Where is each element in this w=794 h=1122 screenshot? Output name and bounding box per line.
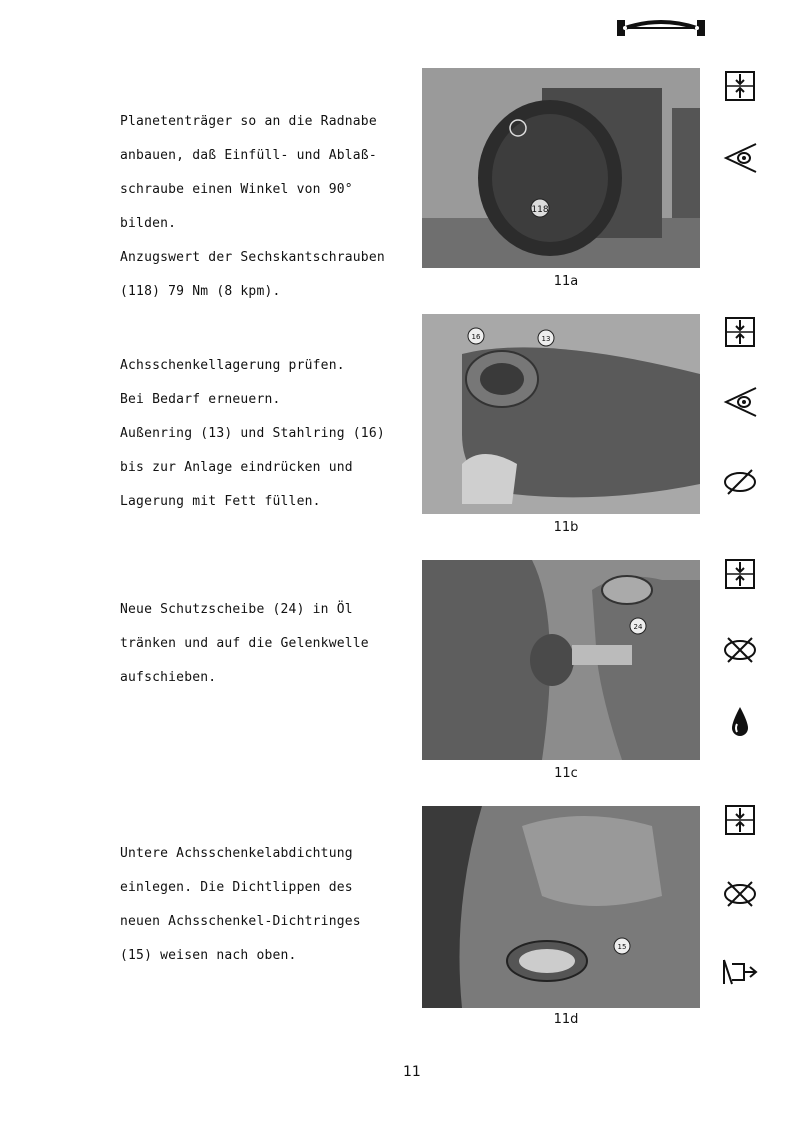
instruction-line: einlegen. Die Dichtlippen des bbox=[120, 880, 353, 895]
photo-steering-knuckle-bearing bbox=[422, 314, 700, 514]
figure-caption-11b: 11b bbox=[553, 520, 579, 535]
replace-icon bbox=[722, 876, 758, 912]
instruction-text-11a bbox=[120, 96, 420, 317]
inspect-icon bbox=[722, 384, 758, 420]
oil-drop-icon bbox=[722, 704, 758, 740]
install-icon bbox=[722, 314, 758, 350]
install-icon bbox=[722, 68, 758, 104]
instruction-line: tränken und auf die Gelenkwelle bbox=[120, 636, 369, 651]
instruction-line: Untere Achsschenkelabdichtung bbox=[120, 846, 353, 861]
install-icon bbox=[722, 802, 758, 838]
callout-24: 24 bbox=[633, 623, 643, 631]
sealing-lip-direction-icon bbox=[722, 954, 758, 990]
grease-icon bbox=[722, 464, 758, 500]
instruction-line: (15) weisen nach oben. bbox=[120, 948, 297, 963]
install-icon bbox=[722, 556, 758, 592]
instruction-line: neuen Achsschenkel-Dichtringes bbox=[120, 914, 361, 929]
photo-protective-washer bbox=[422, 560, 700, 760]
axle-icon bbox=[615, 14, 707, 42]
instruction-line: anbauen, daß Einfüll- und Ablaß- bbox=[120, 148, 377, 163]
instruction-line: Außenring (13) und Stahlring (16) bbox=[120, 426, 385, 441]
instruction-text-11d bbox=[120, 828, 420, 981]
instruction-line: bilden. bbox=[120, 216, 177, 231]
instruction-line: (118) 79 Nm (8 kpm). bbox=[120, 284, 281, 299]
callout-118: 118 bbox=[531, 205, 549, 215]
instruction-line: Achsschenkellagerung prüfen. bbox=[120, 358, 345, 373]
figure-caption-11d: 11d bbox=[553, 1012, 579, 1027]
instruction-line: Planetenträger so an die Radnabe bbox=[120, 114, 377, 129]
instruction-line: aufschieben. bbox=[120, 670, 217, 685]
callout-16: 16 bbox=[471, 333, 481, 341]
instruction-line: Bei Bedarf erneuern. bbox=[120, 392, 281, 407]
callout-15: 15 bbox=[617, 943, 627, 951]
instruction-line: Neue Schutzscheibe (24) in Öl bbox=[120, 602, 353, 617]
instruction-line: bis zur Anlage eindrücken und bbox=[120, 460, 353, 475]
callout-13: 13 bbox=[541, 335, 551, 343]
photo-lower-knuckle-seal bbox=[422, 806, 700, 1008]
figure-caption-11c: 11c bbox=[554, 766, 578, 781]
instruction-line: Lagerung mit Fett füllen. bbox=[120, 494, 321, 509]
page-number: 11 bbox=[403, 1064, 421, 1080]
inspect-icon bbox=[722, 140, 758, 176]
photo-planet-carrier bbox=[422, 68, 700, 268]
figure-caption-11a: 11a bbox=[553, 274, 579, 289]
instruction-line: Anzugswert der Sechskantschrauben bbox=[120, 250, 385, 265]
instruction-text-11b bbox=[120, 340, 420, 527]
instruction-line: schraube einen Winkel von 90° bbox=[120, 182, 353, 197]
instruction-text-11c bbox=[120, 584, 420, 703]
replace-icon bbox=[722, 632, 758, 668]
